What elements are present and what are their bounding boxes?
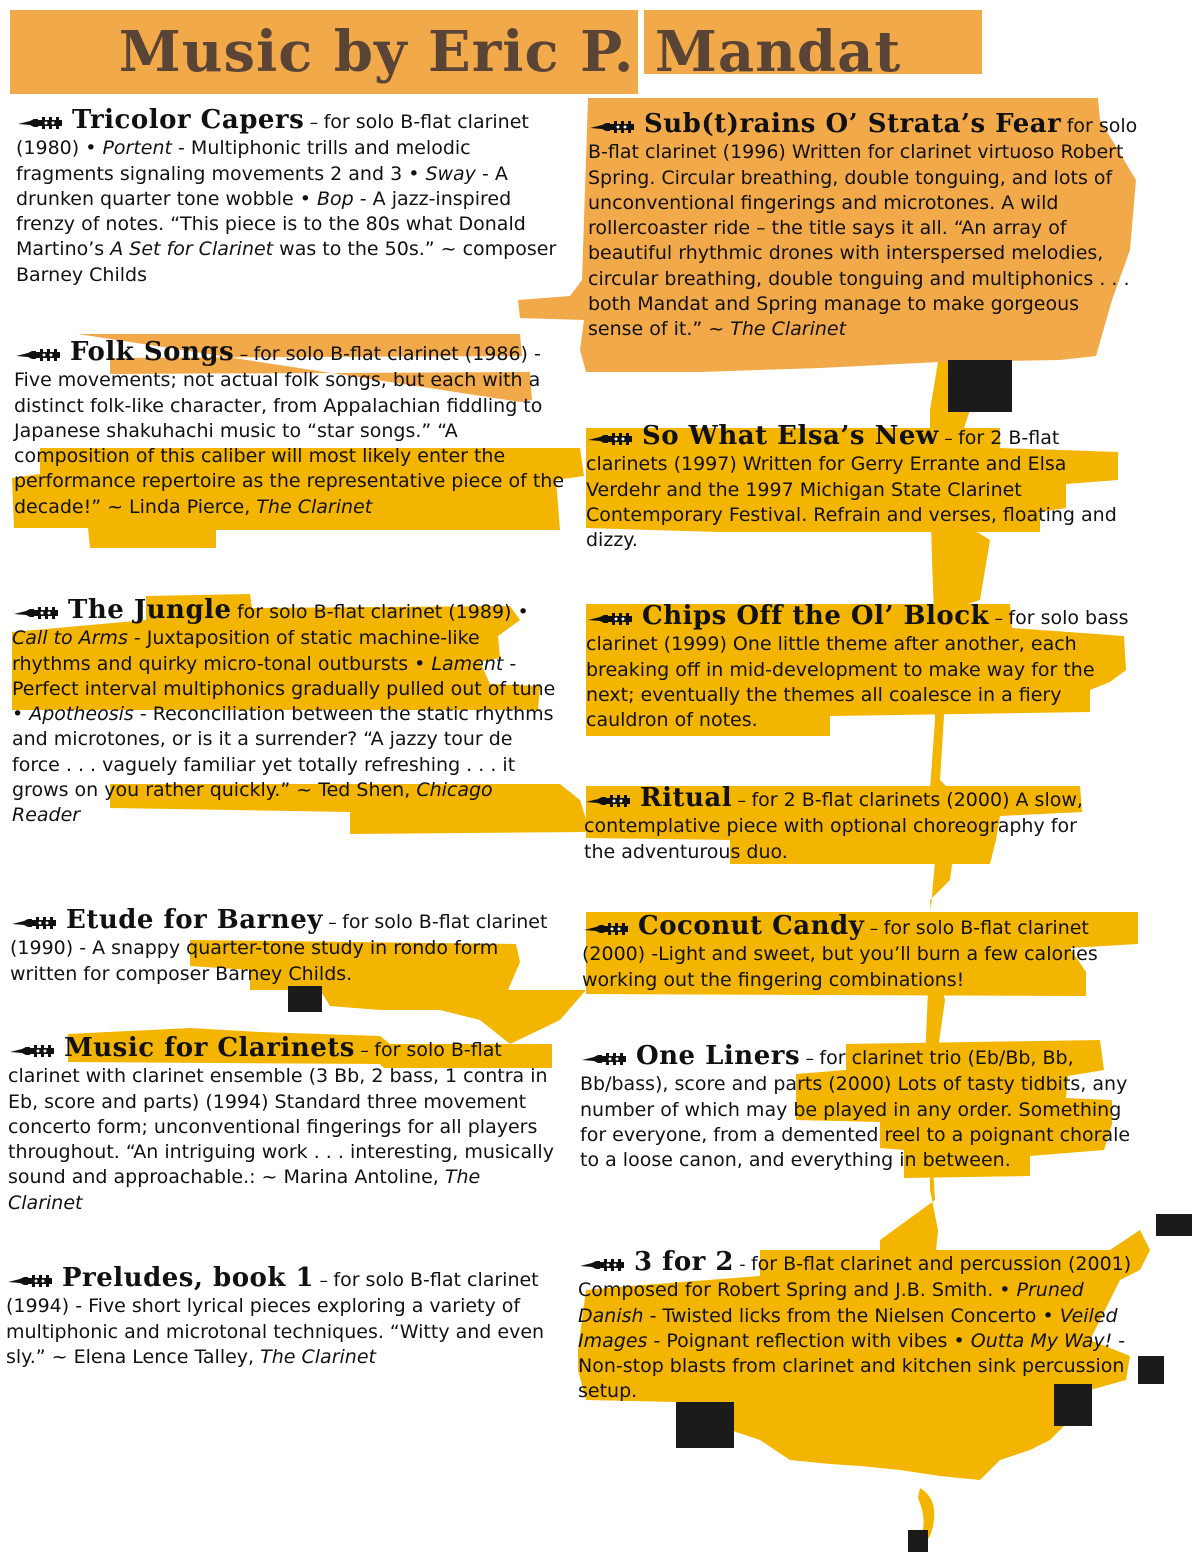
clarinet-icon xyxy=(14,347,62,363)
piece-entry-folk-songs: Folk Songs – for solo B-flat clarinet (1986) - Five movements; not actual folk songs, but each with a distinct folk-like character, from Appalachian fiddling to Japanese shakuhachi music to “star songs.” “A composition of this caliber will most likely enter the performance repertoire as the representative piece of the decade!” ~ Linda Pierce, The Clarinet xyxy=(14,337,565,518)
piece-entry-coconut-candy: Coconut Candy – for solo B-flat clarinet (2000) -Light and sweet, but you’ll burn a few calories working out the fingering combinations! xyxy=(582,911,1098,991)
clarinet-icon xyxy=(584,793,632,809)
clarinet-icon xyxy=(582,921,630,937)
page-title: Music by Eric P. Mandat xyxy=(118,19,902,85)
piece-entry-music-for-clarinets: Music for Clarinets – for solo B-flat clarinet with clarinet ensemble (3 Bb, 2 bass, 1 contra in Eb, score and parts) (1994) Standard three movement concerto form; unconventional fingerings for all players throughout. “An intriguing work . . . interesting, musically sound and approachable.: ~ Marina Antoline, The Clarinet xyxy=(8,1033,554,1214)
black-patch xyxy=(1138,1356,1164,1384)
clarinet-icon xyxy=(16,115,64,131)
clarinet-icon xyxy=(12,605,60,621)
piece-title: Chips Off the Ol’ Block xyxy=(642,601,990,631)
piece-title: Etude for Barney xyxy=(66,905,323,935)
piece-entry-the-jungle: The Jungle for solo B-flat clarinet (1989) • Call to Arms - Juxtaposition of static machine-like rhythms and quirky micro-tonal outbursts • Lament - Perfect interval multiphonics gradually pulled out of tune • Apotheosis - Reconciliation between the static rhythms and microtones, or is it a surrender? “A jazzy tour de force . . . vaguely familiar yet totally refreshing . . . it grows on you rather quickly.” ~ Ted Shen, Chicago Reader xyxy=(12,595,556,827)
piece-title: 3 for 2 xyxy=(634,1247,735,1277)
clarinet-icon xyxy=(586,431,634,447)
piece-title: One Liners xyxy=(636,1041,801,1071)
piece-title: Ritual xyxy=(640,783,733,813)
clarinet-icon xyxy=(6,1273,54,1289)
title-banner xyxy=(10,10,982,94)
piece-entry-subtrains-o-stratas-fear: Sub(t)rains O’ Strata’s Fear for solo B-flat clarinet (1996) Written for clarinet virtuoso Robert Spring. Circular breathing, double tonguing, and lots of unconventional fingerings and microtones. A wild rollercoaster ride – the title says it all. “An array of beautiful rhythmic drones with interspersed melodies, circular breathing, double tonguing and multiphonics . . . both Mandat and Spring manage to make gorgeous sense of it.” ~ The Clarinet xyxy=(588,109,1138,341)
clarinet-icon xyxy=(580,1051,628,1067)
piece-title: Tricolor Capers xyxy=(72,105,305,135)
piece-title: So What Elsa’s New xyxy=(642,421,939,451)
piece-title: The Jungle xyxy=(68,595,232,625)
clarinet-icon xyxy=(8,1043,56,1059)
piece-entry-ritual: Ritual – for 2 B-flat clarinets (2000) A slow, contemplative piece with optional choreography for the adventurous duo. xyxy=(584,783,1083,863)
clarinet-icon xyxy=(578,1257,626,1273)
piece-title: Folk Songs xyxy=(70,337,235,367)
black-patch xyxy=(908,1530,928,1552)
clarinet-icon xyxy=(10,915,58,931)
piece-entry-one-liners: One Liners – for clarinet trio (Eb/Bb, Bb, Bb/bass), score and parts (2000) Lots of tasty tidbits, any number of which may be played in any order. Something for everyone, from a demented reel to a poignant chorale to a loose canon, and everything in between. xyxy=(580,1041,1131,1172)
black-patch xyxy=(1156,1214,1192,1236)
black-patch xyxy=(288,986,322,1012)
piece-title: Coconut Candy xyxy=(638,911,865,941)
piece-entry-etude-for-barney: Etude for Barney – for solo B-flat clarinet (1990) - A snappy quarter-tone study in rondo form written for composer Barney Childs. xyxy=(10,905,548,985)
clarinet-icon xyxy=(588,119,636,135)
black-patch xyxy=(676,1402,734,1448)
clarinet-icon xyxy=(586,611,634,627)
piece-entry-so-what-elsas-new: So What Elsa’s New – for 2 B-flat clarinets (1997) Written for Gerry Errante and Elsa Verdehr and the 1997 Michigan State Clarinet Contemporary Festival. Refrain and verses, floating and dizzy. xyxy=(586,421,1117,552)
black-patch xyxy=(948,360,1012,412)
piece-entry-preludes-book-1: Preludes, book 1 – for solo B-flat clarinet (1994) - Five short lyrical pieces exploring a variety of multiphonic and microtonal techniques. “Witty and even sly.” ~ Elena Lence Talley, The Clarinet xyxy=(6,1263,545,1368)
piece-entry-chips-off-the-ol-block: Chips Off the Ol’ Block – for solo bass clarinet (1999) One little theme after another, each breaking off in mid-development to make way for the next; eventually the themes all coalesce in a fiery cauldron of notes. xyxy=(586,601,1129,732)
piece-title: Sub(t)rains O’ Strata’s Fear xyxy=(644,109,1062,139)
piece-entry-tricolor-capers: Tricolor Capers – for solo B-flat clarinet (1980) • Portent - Multiphonic trills and melodic fragments signaling movements 2 and 3 • Sway - A drunken quarter tone wobble • Bop - A jazz-inspired frenzy of notes. “This piece is to the 80s what Donald Martino’s A Set for Clarinet was to the 50s.” ~ composer Barney Childs xyxy=(16,105,557,286)
piece-title: Music for Clarinets xyxy=(64,1033,355,1063)
piece-title: Preludes, book 1 xyxy=(62,1263,315,1293)
piece-entry-3-for-2: 3 for 2 - for B-flat clarinet and percussion (2001) Composed for Robert Spring and J.B. Smith. • Pruned Danish - Twisted licks from the Nielsen Concerto • Veiled Images - Poignant reflection with vibes • Outta My Way! - Non-stop blasts from clarinet and kitchen sink percussion setup. xyxy=(578,1247,1132,1403)
